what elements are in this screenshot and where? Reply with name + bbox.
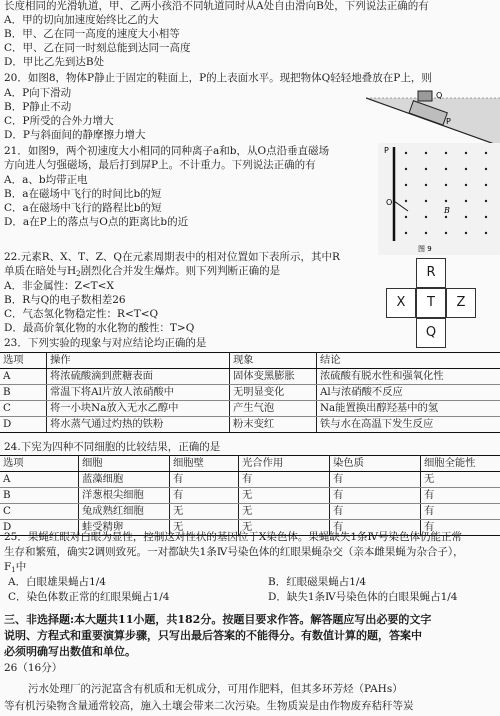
element-q: Q [416,318,446,348]
incline-figure [366,88,500,146]
q21-stem-1: 21．如图9，两个初速度大小相同的同种离子a和b，从O点沿垂直磁场 [4,145,330,157]
table-cell: 蓝藻细胞 [79,472,170,488]
q22-option-d: D．最高价氧化物的水化物的酸性：T>Q [4,322,195,334]
fig9-label-b: B [444,206,450,215]
element-t: T [416,288,446,318]
table-cell: 无 [239,504,330,520]
table-cell: 有 [330,472,421,488]
q21-stem-2: 方向进人匀强磁场，最后打到屏P上。不计重力。下列说法正确的有 [4,159,316,171]
table-cell: 有 [170,488,239,504]
table-cell: 将浓硫酸滴到蔗糖表面 [47,369,230,385]
q25-option-c: C．染色体数正常的红眼果蝇占1/4 [8,591,170,603]
table-cell: 无 [421,472,500,488]
q19-option-d: D．甲比乙先到达B处 [4,56,105,68]
table-cell: 有 [421,504,500,520]
q23-stem: 23．下列实验的现象与对应结论均正确的是 [4,337,207,349]
q26-line-2: 等有机污染物含量通常较高，施入土壤会带来二次污染。生物质炭是由作物废弃秸秆等炭 [4,700,414,712]
table-row [0,401,500,417]
fig9-caption: 图 9 [418,245,432,253]
table-cell: 无 [239,488,330,504]
table-cell: 将一小块Na放入无水乙醇中 [47,401,230,417]
table-cell: 固体变黑膨胀 [230,369,317,385]
q19-option-c: C．甲、乙在同一时刻总能到达同一高度 [4,42,191,54]
header-cell: 结论 [317,353,500,369]
header-cell: 细胞 [79,456,170,472]
q22-stem-2: 单质在暗处与$H_2$剧烈化合并发生爆炸。则下列判断正确的是 [4,265,281,278]
table-cell: 有 [421,520,500,536]
section-3-line-2: 说明、方程式和重要演算步骤，只写出最后答案的不能得分。有数值计算的题，答案中 [4,629,422,642]
header-cell: 选项 [0,456,79,472]
q21-option-a: A．a、b均带正电 [4,174,88,186]
table-cell: 无 [239,520,330,536]
fig9-label-p: P [384,146,389,155]
table-cell: A [0,369,47,385]
table-cell: B [0,385,47,401]
header-cell: 染色质 [330,456,421,472]
q21-option-b: B．a在磁场中飞行的时间比b的短 [4,188,162,200]
table-cell: B [0,488,79,504]
table-cell: C [0,504,79,520]
table-row [0,417,500,433]
q19-option-a: A．甲的切向加速度始终比乙的大 [4,14,159,26]
header-cell: 操作 [47,353,230,369]
table-cell: 洋葱根尖细胞 [79,488,170,504]
table-cell: 有 [330,504,421,520]
fig8-label-p: P [446,117,451,126]
q19-option-b: B．甲、乙在同一高度的速度大小相等 [4,28,180,40]
table-header-row [0,456,500,472]
table-row [0,369,500,385]
table-cell: 常温下将Al片放人浓硝酸中 [47,385,230,401]
table-cell: 粉末变红 [230,417,317,433]
section-3-line-1: 三、非选择题:本大题共11小题，共182分。按题目要求作答。解答题应写出必要的文字 [4,613,432,626]
table-cell: 无 [170,504,239,520]
q20-option-a: A．P向下滑动 [4,87,72,99]
table-header-row [0,353,500,369]
q23-table [0,352,500,433]
table-cell: 兔成熟红细胞 [79,504,170,520]
q22-option-a: A．非金属性：Z<T<X [4,280,114,292]
q25-option-d: D．缺失1条Ⅳ号染色体的白眼果蝇占1/4 [268,591,458,603]
table-cell: 有 [239,472,330,488]
q26-title: 26（16分） [4,662,63,674]
table-cell: 无 [170,520,239,536]
table-cell: D [0,520,79,536]
table-cell: 产生气泡 [230,401,317,417]
table-cell: 蛙受精卵 [79,520,170,536]
fig9-label-o: O [386,198,393,207]
header-cell: 细胞壁 [170,456,239,472]
table-cell: 有 [330,488,421,504]
table-cell: Al与浓硝酸不反应 [317,385,500,401]
q22-stem-1: 22.元素R、X、T、Z、Q在元素周期表中的相对位置如下表所示，其中R [4,251,340,263]
q21-option-d: D．a在P上的落点与O点的距离比b的近 [4,216,189,228]
table-row [0,504,500,520]
table-row [0,385,500,401]
table-cell: 有 [330,520,421,536]
table-cell: 有 [421,488,500,504]
table-cell: 无明显变化 [230,385,317,401]
header-cell: 选项 [0,353,47,369]
section-3-line-3: 必须明确写出数值和单位。 [4,645,136,658]
q20-option-d: D．P与斜面间的静摩擦力增大 [4,129,146,141]
q20-option-c: C．P所受的合外力增大 [4,115,114,127]
q25-option-a: A．白眼雄果蝇占1/4 [8,576,106,588]
table-cell: 将水蒸气通过灼热的铁粉 [47,417,230,433]
q25-line-3: $F_1$中 [4,561,27,574]
element-x: X [386,288,416,318]
q25-line-2: 生存和繁殖，确实2调则致死。一对都缺失1条Ⅳ号染色体的红眼果蝇杂交（亲本雌果蝇为杂合子）， [4,546,464,558]
table-cell: D [0,417,47,433]
magnetic-field-figure [378,143,500,255]
table-row [0,472,500,488]
header-cell: 光合作用 [239,456,330,472]
table-cell: 浓硫酸有脱水性和强氧化性 [317,369,500,385]
element-z: Z [446,288,476,318]
q26-line-1: 污水处理厂的污泥富含有机质和无机成分，可用作肥料，但其多环芳烃（PAHs） [28,683,403,695]
q19-stem: 长度相同的光滑轨道，甲、乙两小孩沿不同轨道同时从A处自由滑向B处，下列说法正确的有 [4,0,429,12]
header-cell: 细胞全能性 [421,456,500,472]
q25-option-b: B．红眼磁果蝇占1/4 [268,576,367,588]
q22-option-b: B．R与Q的电子数相差26 [4,294,126,306]
table-cell: C [0,401,47,417]
table-cell: A [0,472,79,488]
header-cell: 现象 [230,353,317,369]
q20-stem: 20．如图8，物体P静止于固定的鞋面上，P的上表面水平。现把物体Q轻轻地叠放在P上，则 [4,72,432,84]
q21-option-c: C．a在磁场中飞行的路程比b的短 [4,202,162,214]
q25-line-1: 25．果蝇红眼对白眼为显性，控制这对性状的基因位于X染色体。果蝇缺失1条Ⅳ号染色体仍能正常 [4,531,463,543]
fig8-label-q: Q [436,91,443,100]
q22-option-c: C．气态氢化物稳定性：R<T<Q [4,308,159,320]
table-cell: Na能置换出醇羟基中的氢 [317,401,500,417]
q24-stem: 24.下宪为四种不同细胞的比较结果，正确的是 [4,441,221,453]
q24-table [0,455,500,536]
element-r: R [416,258,446,288]
table-cell: 有 [170,472,239,488]
q20-option-b: B．P静止不动 [4,101,72,113]
table-row [0,488,500,504]
table-cell: 铁与水在高温下发生反应 [317,417,500,433]
